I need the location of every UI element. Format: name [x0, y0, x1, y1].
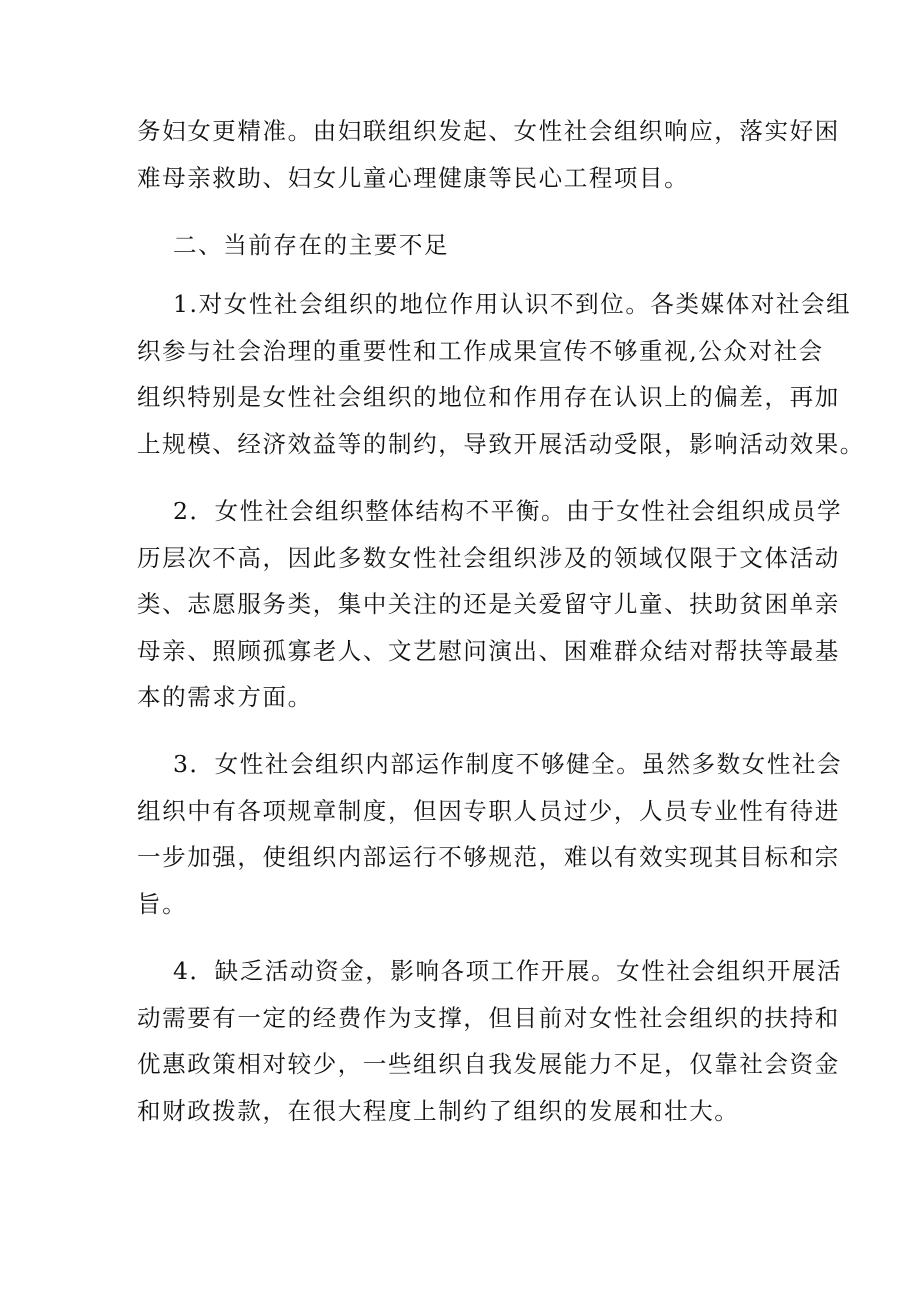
paragraph-line: 一步加强，使组织内部运行不够规范，难以有效实现其目标和宗 — [137, 843, 840, 871]
paragraph-line: 母亲、照顾孤寡老人、文艺慰问演出、困难群众结对帮扶等最基 — [137, 636, 840, 665]
intro-paragraph — [137, 108, 840, 201]
paragraph-line: 难母亲救助、妇女儿童心理健康等民心工程项目。 — [137, 163, 690, 192]
paragraph-line: 和财政拨款，在很大程度上制约了组织的发展和壮大。 — [137, 1096, 740, 1125]
section-heading-text: 二、当前存在的主要不足 — [173, 231, 450, 259]
point-1-paragraph — [137, 281, 865, 467]
paragraph-line: 优惠政策相对较少，一些组织自我发展能力不足，仅靠社会资金 — [137, 1050, 840, 1078]
section-heading — [137, 222, 797, 269]
paragraph-line: 务妇女更精准。由妇联组织发起、女性社会组织响应，落实好困 — [137, 117, 840, 145]
paragraph-line: 本的需求方面。 — [137, 683, 313, 711]
point-4-paragraph — [137, 948, 843, 1134]
paragraph-line: 动需要有一定的经费作为支撑，但目前对女性社会组织的扶持和 — [137, 1003, 840, 1032]
paragraph-line: 组织中有各项规章制度，但因专职人员过少，人员专业性有待进 — [137, 796, 840, 825]
paragraph-line: 组织特别是女性社会组织的地位和作用存在认识上的偏差，再加 — [137, 383, 840, 411]
paragraph-line: 织参与社会治理的重要性和工作成果宣传不够重视,公众对社会 — [137, 336, 824, 365]
paragraph-line: 1.对女性社会组织的地位作用认识不到位。各类媒体对社会组 — [173, 290, 852, 318]
paragraph-line: 2．女性社会组织整体结构不平衡。由于女性社会组织成员学 — [173, 497, 843, 525]
paragraph-line: 类、志愿服务类，集中关注的还是关爱留守儿童、扶助贫困单亲 — [137, 590, 840, 618]
point-3-paragraph — [137, 741, 843, 927]
paragraph-line: 4．缺乏活动资金，影响各项工作开展。女性社会组织开展活 — [173, 957, 843, 985]
paragraph-line: 历层次不高，因此多数女性社会组织涉及的领域仅限于文体活动 — [137, 543, 840, 572]
paragraph-line: 旨。 — [137, 889, 188, 918]
point-2-paragraph — [137, 488, 843, 721]
paragraph-line: 上规模、经济效益等的制约，导致开展活动受限，影响活动效果。 — [137, 429, 865, 458]
paragraph-line: 3．女性社会组织内部运作制度不够健全。虽然多数女性社会 — [173, 750, 843, 778]
